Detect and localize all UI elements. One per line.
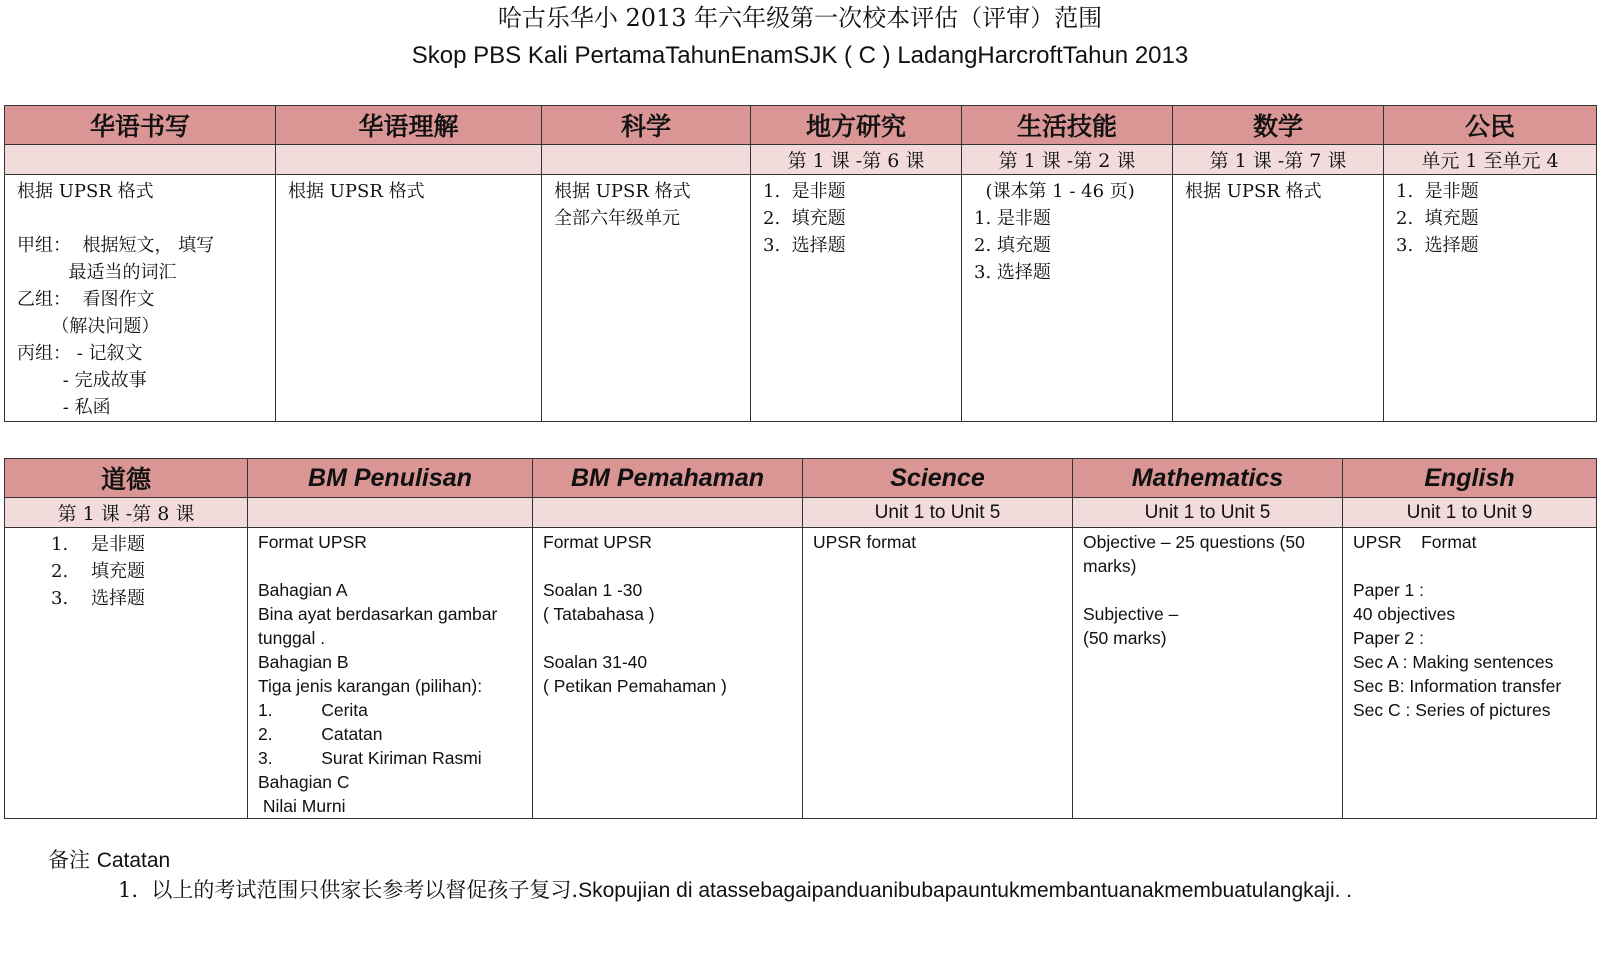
content-line (543, 554, 794, 578)
content-line: Bina ayat berdasarkan gambar tunggal . (258, 604, 503, 648)
page-title-chinese: 哈古乐华小 2013 年六年级第一次校本评估（评审）范围 (497, 4, 1103, 32)
content-line: - 私函 (17, 397, 111, 418)
content-cell (751, 175, 962, 422)
subject-header: 华语理解 (276, 106, 542, 145)
content-text (276, 175, 541, 205)
content-cell (1073, 528, 1343, 819)
content-line: 2. 填充题 (974, 235, 1051, 256)
content-line: 2. Catatan (258, 724, 383, 744)
content-line: 全部六年级单元 (554, 208, 680, 229)
content-line: 3. 选择题 (763, 235, 846, 256)
content-line: 根据 UPSR 格式 (1185, 181, 1322, 202)
content-text (1073, 528, 1342, 650)
content-line: 2. 填充题 (763, 208, 846, 229)
content-text (5, 528, 247, 612)
content-cell (1343, 528, 1597, 819)
content-line: 3. 选择题 (1396, 235, 1479, 256)
scope-cell (248, 498, 533, 528)
content-cell (248, 528, 533, 819)
content-line: UPSR format (813, 532, 917, 552)
content-line: 1. Cerita (258, 700, 368, 720)
scope-cell: 第 1 课 -第 7 课 (1173, 145, 1384, 175)
content-line: Nilai Murni (258, 796, 346, 816)
content-line: Tiga jenis karangan (pilihan): (258, 676, 483, 696)
notes-title-ms: Catatan (96, 849, 171, 872)
content-line (1083, 578, 1334, 602)
scope-cell: 第 1 课 -第 2 课 (962, 145, 1173, 175)
content-line: 3. Surat Kiriman Rasmi (258, 748, 482, 768)
content-text (803, 528, 1072, 554)
content-cell (542, 175, 751, 422)
content-text (1173, 175, 1383, 205)
subject-header: 华语书写 (5, 106, 276, 145)
content-line: 1. 是非题 (763, 181, 846, 202)
notes-item-number: 1. (118, 878, 152, 902)
content-line: 根据 UPSR 格式 (554, 181, 691, 202)
content-cell (803, 528, 1073, 819)
content-cell (533, 528, 803, 819)
scope-cell: 第 1 课 -第 8 课 (5, 498, 248, 528)
subject-header: English (1343, 459, 1597, 498)
content-line: 1. 是非题 (1396, 181, 1479, 202)
scope-cell (533, 498, 803, 528)
content-line: Soalan 1 -30 (543, 580, 643, 600)
content-line: 丙组： - 记叙文 (17, 343, 143, 364)
content-line: Paper 2 : (1353, 628, 1425, 648)
content-line: 2. 填充题 (1396, 208, 1479, 229)
exam-scope-table-2 (4, 458, 1597, 819)
content-line: (50 marks) (1083, 628, 1167, 648)
content-line: Format UPSR (258, 532, 367, 552)
content-line: 最适当的词汇 (17, 262, 177, 283)
content-text (1384, 175, 1596, 259)
content-line: Sec B: Information transfer (1353, 676, 1562, 696)
content-line: Subjective – (1083, 604, 1179, 624)
table2-content-row (5, 528, 1597, 819)
content-line: (课本第 1 - 46 页) (974, 181, 1135, 202)
subject-header: 公民 (1384, 106, 1597, 145)
content-line: 40 objectives (1353, 604, 1456, 624)
table1-content-row (5, 175, 1597, 422)
page-title-malay: Skop PBS Kali PertamaTahunEnamSJK ( C ) LadangHarcroftTahun 2013 (411, 42, 1189, 69)
content-line: ( Tatabahasa ) (543, 604, 655, 624)
scope-cell: 单元 1 至单元 4 (1384, 145, 1597, 175)
content-cell (276, 175, 542, 422)
scope-cell: Unit 1 to Unit 5 (1073, 498, 1343, 528)
content-cell (1173, 175, 1384, 422)
content-line: 1. 是非题 (51, 534, 146, 555)
content-cell (5, 528, 248, 819)
exam-scope-table-1 (4, 105, 1597, 422)
notes-title-cn: 备注 (48, 848, 97, 872)
notes-title (48, 846, 170, 875)
content-text (962, 175, 1172, 286)
subject-header: 数学 (1173, 106, 1384, 145)
content-line: 根据 UPSR 格式 (17, 181, 154, 202)
subject-header: 生活技能 (962, 106, 1173, 145)
content-line (543, 626, 794, 650)
content-line: Bahagian C (258, 772, 350, 792)
content-line: Sec C : Series of pictures (1353, 700, 1551, 720)
content-line: Objective – 25 questions (50 marks) (1083, 532, 1310, 576)
content-line: 根据 UPSR 格式 (288, 181, 425, 202)
content-line: ( Petikan Pemahaman ) (543, 676, 727, 696)
content-line: Soalan 31-40 (543, 652, 648, 672)
content-line: 2. 填充题 (51, 561, 146, 582)
subject-header: Science (803, 459, 1073, 498)
content-cell (1384, 175, 1597, 422)
content-cell (962, 175, 1173, 422)
subject-header: BM Penulisan (248, 459, 533, 498)
content-line: 3. 选择题 (974, 262, 1051, 283)
content-line: Paper 1 : (1353, 580, 1425, 600)
content-line: 乙组： 看图作文 (17, 289, 155, 310)
content-text (248, 528, 532, 818)
content-line: UPSR Format (1353, 532, 1477, 552)
scope-cell (276, 145, 542, 175)
notes-item (118, 876, 1352, 905)
subject-header: BM Pemahaman (533, 459, 803, 498)
scope-cell: 第 1 课 -第 6 课 (751, 145, 962, 175)
content-text (542, 175, 750, 232)
table2-header-row (5, 459, 1597, 498)
content-line: Bahagian A (258, 580, 348, 600)
content-line: Sec A : Making sentences (1353, 652, 1554, 672)
scope-cell (5, 145, 276, 175)
subject-header: 道德 (5, 459, 248, 498)
content-text (751, 175, 961, 259)
scope-cell: Unit 1 to Unit 9 (1343, 498, 1597, 528)
table2-scope-row (5, 498, 1597, 528)
subject-header: Mathematics (1073, 459, 1343, 498)
content-text (5, 175, 275, 421)
content-text (533, 528, 802, 698)
subject-header: 地方研究 (751, 106, 962, 145)
table1-header-row (5, 106, 1597, 145)
table1-scope-row (5, 145, 1597, 175)
content-line (1353, 554, 1588, 578)
content-line: - 完成故事 (17, 370, 147, 391)
subject-header: 科学 (542, 106, 751, 145)
content-line: 1. 是非题 (974, 208, 1051, 229)
notes-item-cn: 以上的考试范围只供家长参考以督促孩子复习. (151, 878, 579, 902)
content-line (17, 205, 267, 232)
scope-cell: Unit 1 to Unit 5 (803, 498, 1073, 528)
content-cell (5, 175, 276, 422)
notes-item-ms: Skopujian di atassebagaipanduanibubapauntukmembantuanakmembuatulangkaji. . (578, 879, 1353, 902)
content-line: Bahagian B (258, 652, 349, 672)
content-line: Format UPSR (543, 532, 652, 552)
content-line (258, 554, 524, 578)
content-line: （解决问题） (17, 316, 160, 337)
content-line: 甲组： 根据短文， 填写 (17, 235, 215, 256)
scope-cell (542, 145, 751, 175)
content-line: 3. 选择题 (51, 588, 146, 609)
content-text (1343, 528, 1596, 722)
